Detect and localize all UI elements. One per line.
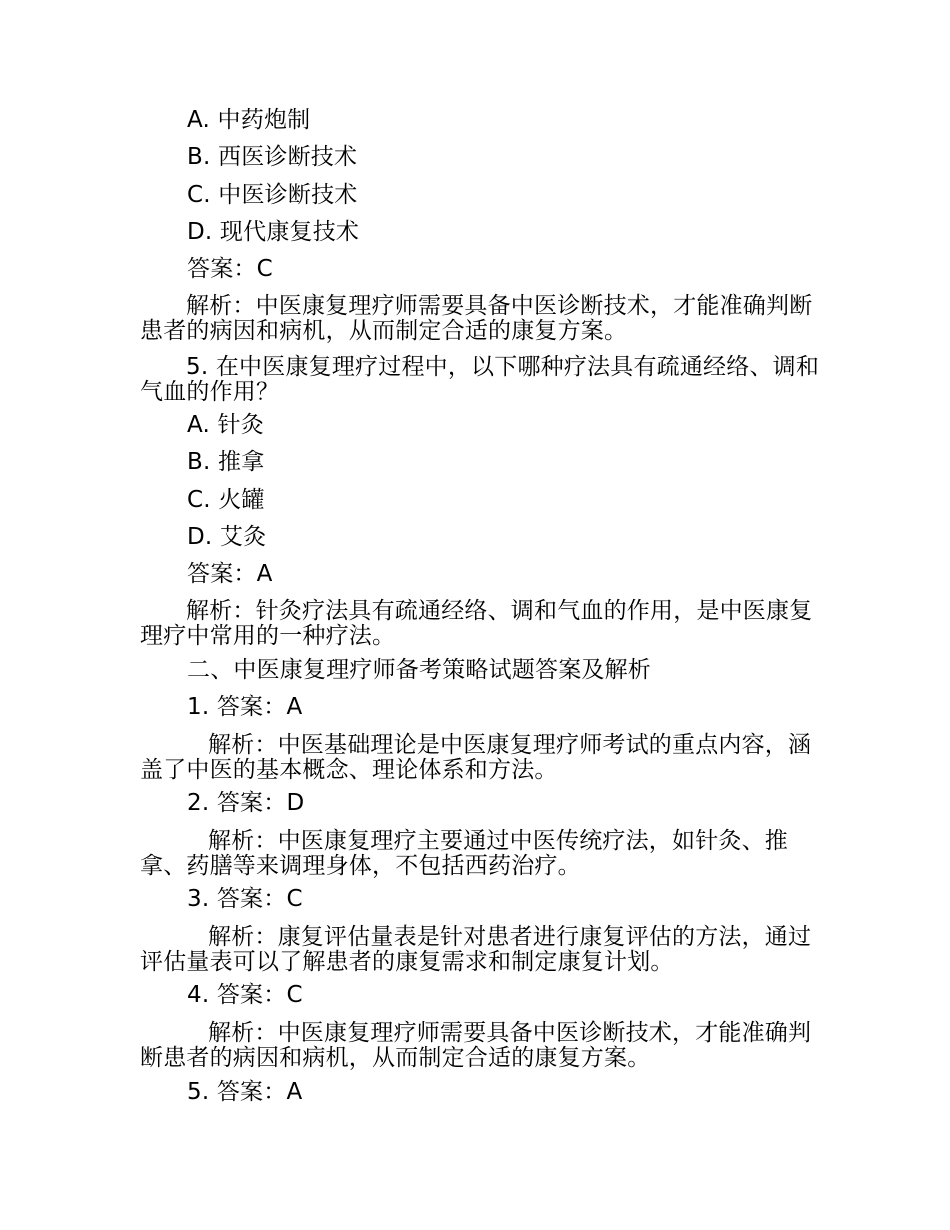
answer-2-analysis: 解析：中医康复理疗主要通过中医传统疗法，如针灸、推拿、药膳等来调理身体，不包括西药治疗。 (140, 828, 788, 879)
q4-option-c: C. 中医诊断技术 (187, 182, 358, 208)
q4-option-b: B. 西医诊断技术 (187, 144, 358, 170)
q5-answer: 答案：A (187, 561, 273, 587)
q4-analysis: 解析：中医康复理疗师需要具备中医诊断技术，才能准确判断患者的病因和病机，从而制定合适的康复方案。 (140, 293, 813, 344)
q4-answer: 答案：C (187, 256, 273, 282)
answer-3-label: 3. 答案：C (187, 886, 303, 912)
q4-option-a: A. 中药炮制 (187, 107, 311, 133)
answer-1-analysis: 解析：中医基础理论是中医康复理疗师考试的重点内容，涵盖了中医的基本概念、理论体系和方法。 (140, 732, 812, 783)
answer-2-label: 2. 答案：D (187, 790, 305, 816)
section-title: 二、中医康复理疗师备考策略试题答案及解析 (187, 657, 651, 683)
answer-4-analysis: 解析：中医康复理疗师需要具备中医诊断技术，才能准确判断患者的病因和病机，从而制定合适的康复方案。 (140, 1020, 812, 1071)
answer-3-analysis: 解析：康复评估量表是针对患者进行康复评估的方法，通过评估量表可以了解患者的康复需求和制定康复计划。 (140, 924, 812, 975)
q5-analysis: 解析：针灸疗法具有疏通经络、调和气血的作用，是中医康复理疗中常用的一种疗法。 (140, 598, 813, 649)
q5-option-d: D. 艾灸 (187, 524, 267, 550)
answer-5-label: 5. 答案：A (187, 1079, 303, 1105)
answer-4-label: 4. 答案：C (187, 982, 303, 1008)
answer-1-label: 1. 答案：A (187, 694, 303, 720)
q5-option-a: A. 针灸 (187, 412, 264, 438)
q5-question: 5. 在中医康复理疗过程中，以下哪种疗法具有疏通经络、调和气血的作用？ (140, 354, 820, 405)
q5-option-b: B. 推拿 (187, 449, 265, 475)
q4-option-d: D. 现代康复技术 (187, 219, 360, 245)
q5-option-c: C. 火罐 (187, 487, 265, 513)
